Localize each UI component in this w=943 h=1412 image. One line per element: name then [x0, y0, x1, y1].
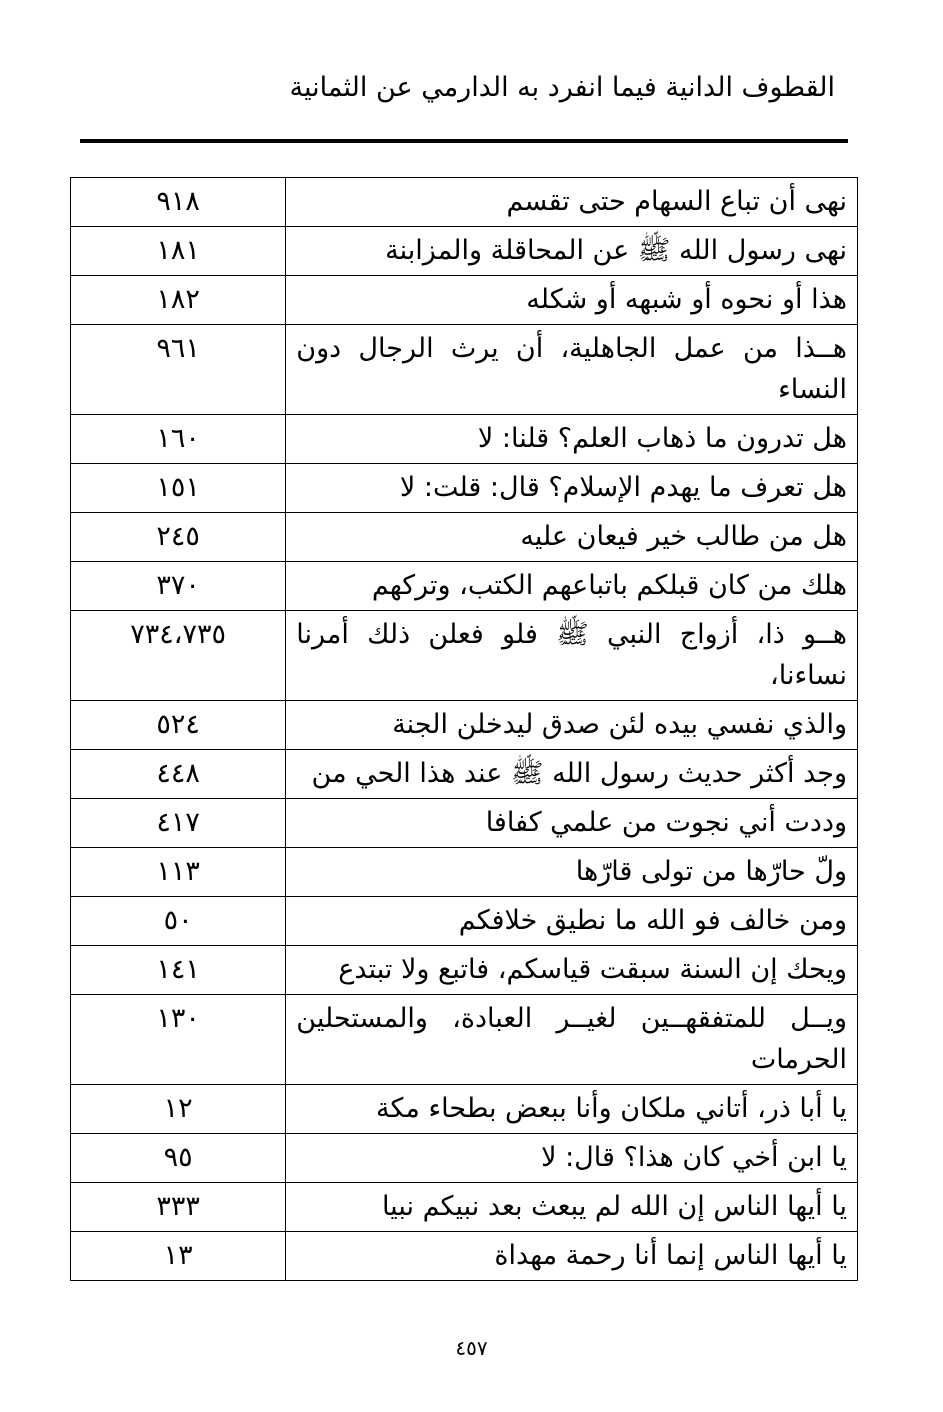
hadith-number-cell: ٧٣٤،٧٣٥: [71, 611, 286, 701]
running-header: القطوف الدانية فيما انفرد به الدارمي عن الثمانية: [289, 72, 835, 103]
table-row: [71, 611, 858, 701]
table-row: [71, 1085, 858, 1134]
table-row: [71, 513, 858, 562]
table-row: [71, 325, 858, 415]
hadith-number-cell: ٩٦١: [71, 325, 286, 415]
hadith-number-cell: ٤٤٨: [71, 750, 286, 799]
hadith-number-cell: ٣٧٠: [71, 562, 286, 611]
table-row: [71, 701, 858, 750]
hadith-number-cell: ١٨٢: [71, 276, 286, 325]
hadith-number-cell: ١٣: [71, 1232, 286, 1281]
table-row: [71, 1183, 858, 1232]
hadith-text-cell: وددت أني نجوت من علمي كفافا: [286, 799, 858, 848]
page-number: ٤٥٧: [455, 1336, 488, 1360]
table-row: [71, 227, 858, 276]
hadith-text-cell: هل تدرون ما ذهاب العلم؟ قلنا: لا: [286, 415, 858, 464]
hadith-number-cell: ١٢: [71, 1085, 286, 1134]
table-row: [71, 750, 858, 799]
hadith-number-cell: ٥٠: [71, 897, 286, 946]
table-row: [71, 848, 858, 897]
table-row: [71, 1232, 858, 1281]
hadith-text-cell: ويــل للمتفقهــين لغيــر العبادة، والمستحلين الحرمات: [286, 995, 858, 1085]
hadith-number-cell: ١٤١: [71, 946, 286, 995]
table-row: [71, 415, 858, 464]
hadith-text-cell: هلك من كان قبلكم باتباعهم الكتب، وتركهم: [286, 562, 858, 611]
table-row: [71, 562, 858, 611]
hadith-index-table: [70, 177, 858, 1281]
hadith-number-cell: ٤١٧: [71, 799, 286, 848]
hadith-number-cell: ١٨١: [71, 227, 286, 276]
hadith-number-cell: ٢٤٥: [71, 513, 286, 562]
hadith-number-cell: ١٥١: [71, 464, 286, 513]
hadith-text-cell: نهى أن تباع السهام حتى تقسم: [286, 178, 858, 227]
hadith-text-cell: هل تعرف ما يهدم الإسلام؟ قال: قلت: لا: [286, 464, 858, 513]
hadith-text-cell: يا أيها الناس إن الله لم يبعث بعد نبيكم نبيا: [286, 1183, 858, 1232]
hadith-text-cell: يا أيها الناس إنما أنا رحمة مهداة: [286, 1232, 858, 1281]
hadith-number-cell: ٩١٨: [71, 178, 286, 227]
hadith-text-cell: نهى رسول الله ﷺ عن المحاقلة والمزابنة: [286, 227, 858, 276]
table-row: [71, 178, 858, 227]
table-row: [71, 276, 858, 325]
hadith-text-cell: ومن خالف فو الله ما نطيق خلافكم: [286, 897, 858, 946]
hadith-number-cell: ٩٥: [71, 1134, 286, 1183]
hadith-text-cell: ولّ حارّها من تولى قارّها: [286, 848, 858, 897]
table-row: [71, 464, 858, 513]
table-row: [71, 799, 858, 848]
table-row: [71, 946, 858, 995]
hadith-number-cell: ١٣٠: [71, 995, 286, 1085]
hadith-text-cell: والذي نفسي بيده لئن صدق ليدخلن الجنة: [286, 701, 858, 750]
hadith-number-cell: ١٦٠: [71, 415, 286, 464]
table-row: [71, 897, 858, 946]
table-row: [71, 1134, 858, 1183]
table-body: [71, 178, 858, 1281]
hadith-text-cell: هــو ذا، أزواج النبي ﷺ فلو فعلن ذلك أمرنا نساءنا،: [286, 611, 858, 701]
table-row: [71, 995, 858, 1085]
hadith-text-cell: يا ابن أخي كان هذا؟ قال: لا: [286, 1134, 858, 1183]
hadith-number-cell: ٣٣٣: [71, 1183, 286, 1232]
hadith-text-cell: هذا أو نحوه أو شبهه أو شكله: [286, 276, 858, 325]
hadith-text-cell: هل من طالب خير فيعان عليه: [286, 513, 858, 562]
hadith-text-cell: وجد أكثر حديث رسول الله ﷺ عند هذا الحي من: [286, 750, 858, 799]
hadith-text-cell: هــذا من عمل الجاهلية، أن يرث الرجال دون النساء: [286, 325, 858, 415]
hadith-number-cell: ٥٢٤: [71, 701, 286, 750]
hadith-text-cell: يا أبا ذر، أتاني ملكان وأنا ببعض بطحاء مكة: [286, 1085, 858, 1134]
hadith-text-cell: ويحك إن السنة سبقت قياسكم، فاتبع ولا تبتدع: [286, 946, 858, 995]
hadith-number-cell: ١١٣: [71, 848, 286, 897]
header-rule: [80, 139, 848, 143]
